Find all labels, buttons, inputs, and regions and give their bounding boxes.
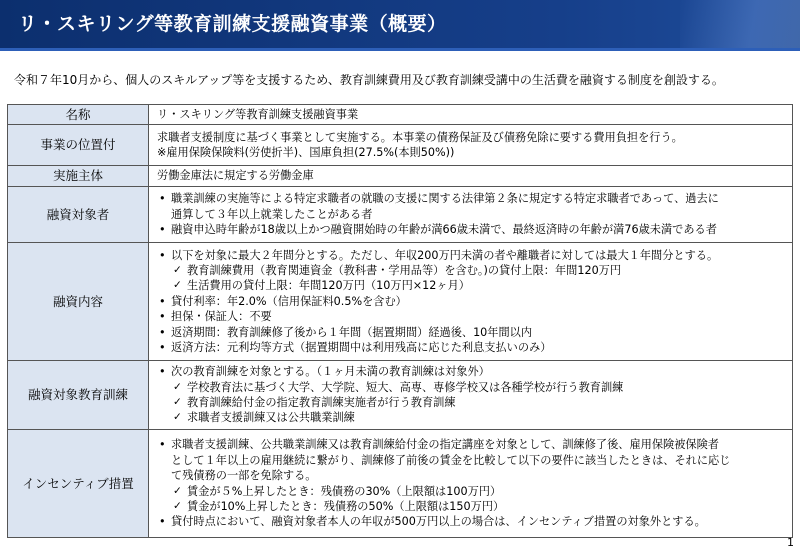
value-incentive [149, 430, 793, 538]
overview-table [7, 104, 793, 538]
page-number: 1 [787, 536, 794, 549]
position-line-2: ※雇用保険保険料(労使折半)、国庫負担(27.5%(本則50%)) [157, 146, 455, 159]
row-training [8, 361, 793, 430]
row-incentive [8, 430, 793, 538]
incentive-bullet-2: • 貸付時点において、融資対象者本人の年収が500万円以上の場合は、インセンティブ措置の対象外とする。 [157, 514, 786, 529]
loan-bullet-4: • 返済期間：教育訓練修了後から１年間（据置期間）経過後、10年間以内 [157, 325, 786, 340]
training-check-3: ✓ 求職者支援訓練又は公共職業訓練 [157, 410, 786, 425]
intro-text: 令和７年10月から、個人のスキルアップ等を支援するため、教育訓練費用及び教育訓練受講中の生活費を融資する制度を創設する。 [14, 73, 724, 87]
value-position [149, 125, 793, 166]
value-loan [149, 243, 793, 361]
incentive-bullet-1: • 求職者支援訓練、公共職業訓練又は教育訓練給付金の指定講座を対象として、訓練修了後、雇用保険被保険者 として１年以上の雇用継続に繋がり、訓練修了前後の賃金を比較して以下の要件に該当したときは、それに応じ て残債務の一部を免除する。 [157, 437, 786, 483]
target-bullet-2: • 融資申込時年齢が18歳以上かつ融資開始時の年齢が満66歳未満で、最終返済時の年齢が満76歳未満である者 [157, 222, 786, 237]
row-operator [8, 166, 793, 187]
title-accent [680, 0, 800, 48]
row-name [8, 105, 793, 125]
loan-bullet-1: • 以下を対象に最大２年間分とする。ただし、年収200万円未満の者や離職者に対しては最大１年間分とする。 [157, 248, 786, 263]
label-operator: 実施主体 [8, 166, 149, 187]
label-position: 事業の位置付 [8, 125, 149, 166]
page-title: リ・スキリング等教育訓練支援融資事業（概要） [18, 13, 447, 35]
loan-bullet-5: • 返済方法：元利均等方式（据置期間中は利用残高に応じた利息支払いのみ） [157, 340, 786, 355]
position-line-1: 求職者支援制度に基づく事業として実施する。本事業の債務保証及び債務免除に要する費用負担を行う。 [157, 130, 683, 144]
value-training [149, 361, 793, 430]
training-check-2: ✓ 教育訓練給付金の指定教育訓練実施者が行う教育訓練 [157, 395, 786, 410]
value-name: リ・スキリング等教育訓練支援融資事業 [149, 105, 793, 125]
label-training: 融資対象教育訓練 [8, 361, 149, 430]
target-bullet-1: • 職業訓練の実施等による特定求職者の就職の支援に関する法律第２条に規定する特定求職者であって、過去に 通算して３年以上就業したことがある者 [157, 191, 786, 222]
value-target [149, 187, 793, 243]
training-check-1: ✓ 学校教育法に基づく大学、大学院、短大、高専、専修学校又は各種学校が行う教育訓練 [157, 380, 786, 395]
row-target [8, 187, 793, 243]
label-loan: 融資内容 [8, 243, 149, 361]
label-target: 融資対象者 [8, 187, 149, 243]
loan-bullet-3: • 担保・保証人：不要 [157, 309, 786, 324]
row-position [8, 125, 793, 166]
title-bar [0, 0, 800, 48]
training-bullet-1: • 次の教育訓練を対象とする。（１ヶ月未満の教育訓練は対象外） [157, 364, 786, 379]
title-underline [0, 48, 800, 51]
loan-check-2: ✓ 生活費用の貸付上限：年間120万円（10万円×12ヶ月） [157, 278, 786, 293]
label-incentive: インセンティブ措置 [8, 430, 149, 538]
incentive-check-1: ✓ 賃金が５%上昇したとき：残債務の30%（上限額は100万円） [157, 484, 786, 499]
incentive-check-2: ✓ 賃金が10%上昇したとき：残債務の50%（上限額は150万円） [157, 499, 786, 514]
value-operator: 労働金庫法に規定する労働金庫 [149, 166, 793, 187]
loan-bullet-2: • 貸付利率：年2.0%（信用保証料0.5%を含む） [157, 294, 786, 309]
loan-check-1: ✓ 教育訓練費用（教育関連資金（教科書・学用品等）を含む。)の貸付上限：年間120万円 [157, 263, 786, 278]
label-name: 名称 [8, 105, 149, 125]
row-loan [8, 243, 793, 361]
